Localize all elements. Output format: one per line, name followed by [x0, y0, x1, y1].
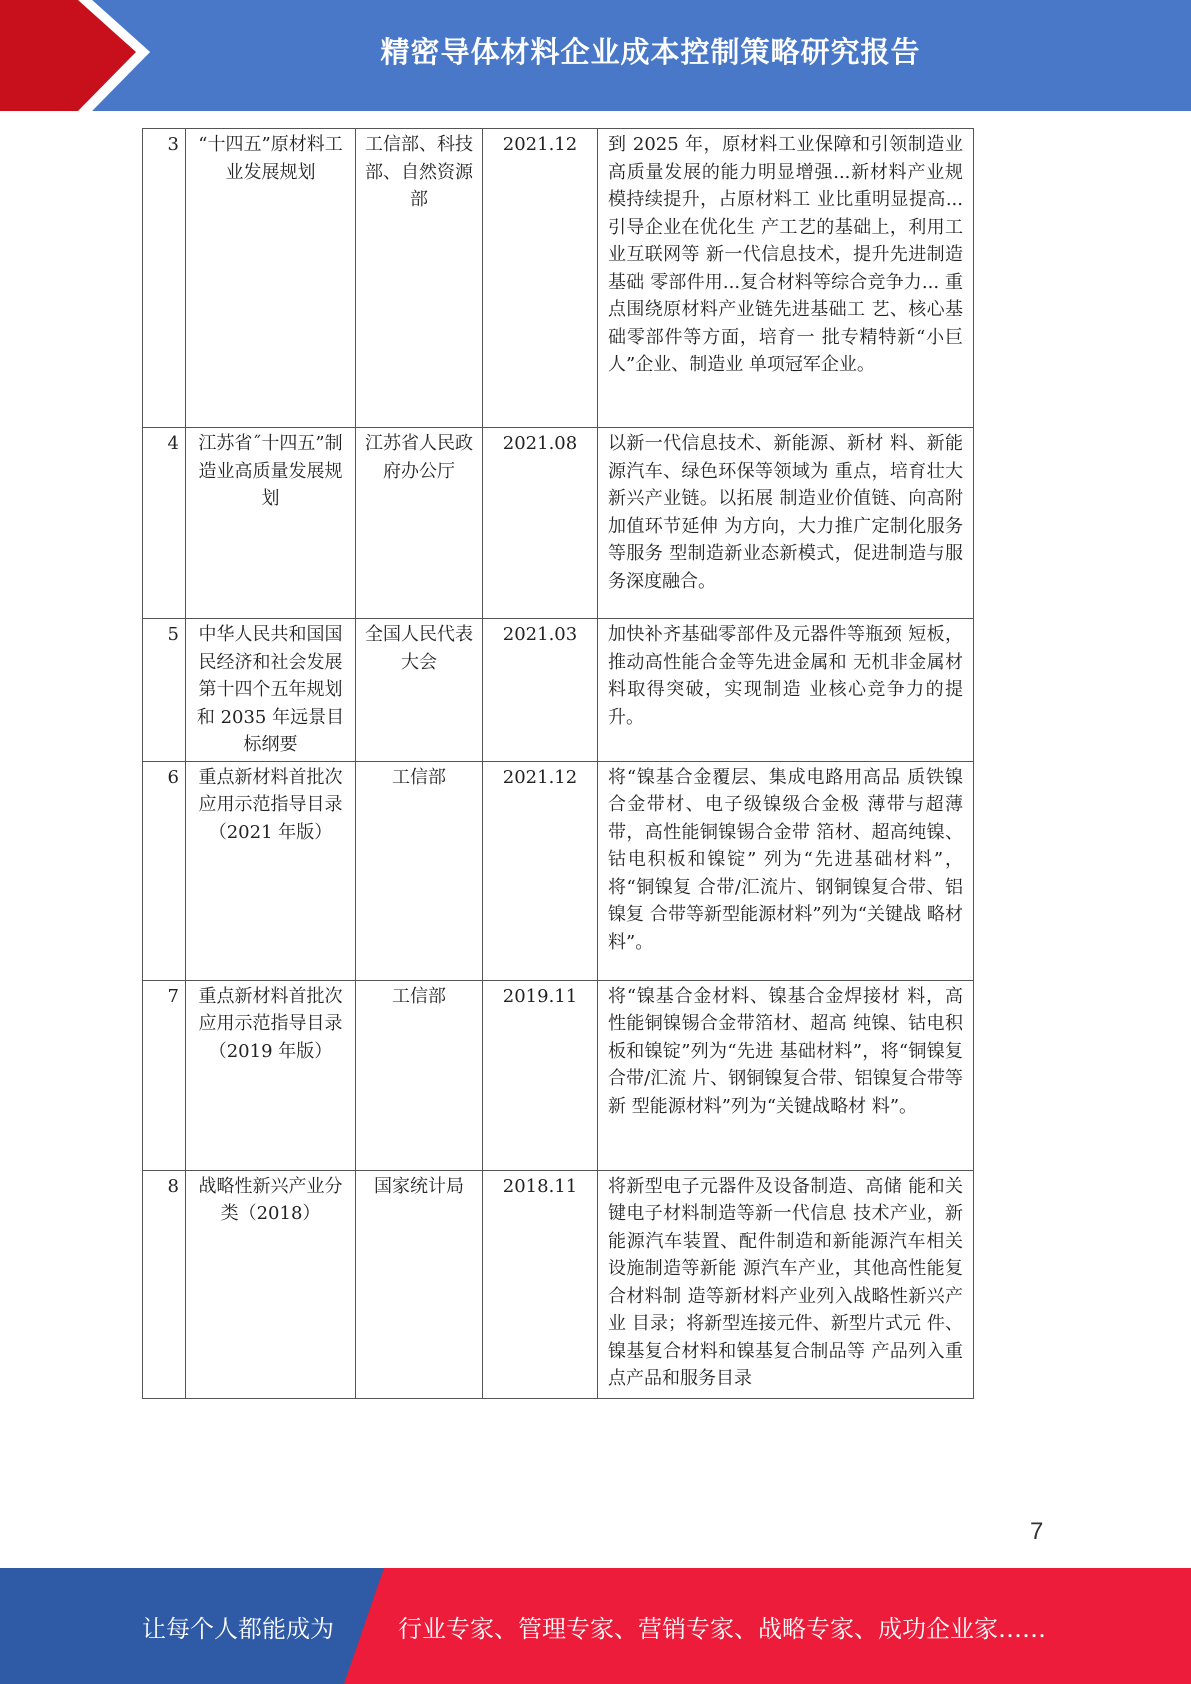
policy-name: 重点新材料首批次应用示范指导目录（2019 年版） — [186, 980, 356, 1170]
table-row — [143, 619, 974, 762]
issuing-department: 国家统计局 — [356, 1170, 483, 1398]
policy-table — [142, 128, 974, 1399]
page-header — [0, 0, 1191, 111]
policy-description: 将新型电子元器件及设备制造、高储 能和关键电子材料制造等新一代信息 技术产业，新能源汽车装置、配件制造和新能源汽车相关设施制造等新能 源汽车产业，其他高性能复合材料制 造等新材料产业列入战略性新兴产业 目录；将新型连接元件、新型片式元 件、镍基复合材料和镍基复合制品等 产品列入重点产品和服务目录 — [598, 1170, 974, 1398]
footer-slogan-left: 让每个人都能成为 — [142, 1614, 334, 1643]
table-row — [143, 980, 974, 1170]
policy-name: 重点新材料首批次应用示范指导目录（2021 年版） — [186, 761, 356, 980]
policy-description: 将“镍基合金材料、镍基合金焊接材 料，高性能铜镍锡合金带箔材、超高 纯镍、钴电积板和镍锭”列为“先进 基础材料”，将“铜镍复合带/汇流 片、钢铜镍复合带、铝镍复合带等新 型能源材料”列为“关键战略材 料”。 — [598, 980, 974, 1170]
issue-date: 2018.11 — [483, 1170, 598, 1398]
policy-name: 江苏省˝十四五”制造业高质量发展规划 — [186, 428, 356, 619]
table-row — [143, 428, 974, 619]
issuing-department: 江苏省人民政府办公厅 — [356, 428, 483, 619]
footer-slogan-right: 行业专家、管理专家、营销专家、战略专家、成功企业家…… — [398, 1614, 1046, 1643]
row-number: 4 — [143, 428, 186, 619]
issuing-department: 工信部、科技部、自然资源部 — [356, 129, 483, 428]
policy-name: 战略性新兴产业分类（2018） — [186, 1170, 356, 1398]
issuing-department: 工信部 — [356, 761, 483, 980]
issue-date: 2019.11 — [483, 980, 598, 1170]
policy-name: “十四五”原材料工业发展规划 — [186, 129, 356, 428]
row-number: 6 — [143, 761, 186, 980]
issuing-department: 工信部 — [356, 980, 483, 1170]
policy-description: 以新一代信息技术、新能源、新材 料、新能源汽车、绿色环保等领域为 重点，培育壮大新兴产业链。以拓展 制造业价值链、向高附加值环节延伸 为方向，大力推广定制化服务等服务 型制造新业态新模式，促进制造与服 务深度融合。 — [598, 428, 974, 619]
issue-date: 2021.08 — [483, 428, 598, 619]
table-row — [143, 761, 974, 980]
policy-description: 到 2025 年，原材料工业保障和引领制造业高质量发展的能力明显增强...新材料产业规模持续提升，占原材料工 业比重明显提高...引导企业在优化生 产工艺的基础上，利用工业互联网等 新一代信息技术，提升先进制造基础 零部件用...复合材料等综合竞争力... 重点围绕原材料产业链先进基础工 艺、核心基础零部件等方面，培育一 批专精特新“小巨人”企业、制造业 单项冠军企业。 — [598, 129, 974, 428]
issue-date: 2021.03 — [483, 619, 598, 762]
policy-description: 加快补齐基础零部件及元器件等瓶颈 短板，推动高性能合金等先进金属和 无机非金属材料取得突破，实现制造 业核心竞争力的提升。 — [598, 619, 974, 762]
table-row — [143, 129, 974, 428]
row-number: 3 — [143, 129, 186, 428]
page-footer — [0, 1568, 1191, 1684]
row-number: 5 — [143, 619, 186, 762]
page-number: 7 — [1030, 1518, 1044, 1545]
issuing-department: 全国人民代表大会 — [356, 619, 483, 762]
header-arrow-decoration — [0, 0, 150, 111]
issue-date: 2021.12 — [483, 129, 598, 428]
policy-description: 将“镍基合金覆层、集成电路用高品 质铁镍合金带材、电子级镍级合金极 薄带与超薄带，高性能铜镍锡合金带 箔材、超高纯镍、钴电积板和镍锭” 列为“先进基础材料”，将“铜镍复 合带/汇流片、钢铜镍复合带、铝镍复 合带等新型能源材料”列为“关键战 略材料”。 — [598, 761, 974, 980]
issue-date: 2021.12 — [483, 761, 598, 980]
policy-name: 中华人民共和国国民经济和社会发展第十四个五年规划和 2035 年远景目标纲要 — [186, 619, 356, 762]
report-title: 精密导体材料企业成本控制策略研究报告 — [380, 34, 921, 69]
table-row — [143, 1170, 974, 1398]
row-number: 7 — [143, 980, 186, 1170]
row-number: 8 — [143, 1170, 186, 1398]
